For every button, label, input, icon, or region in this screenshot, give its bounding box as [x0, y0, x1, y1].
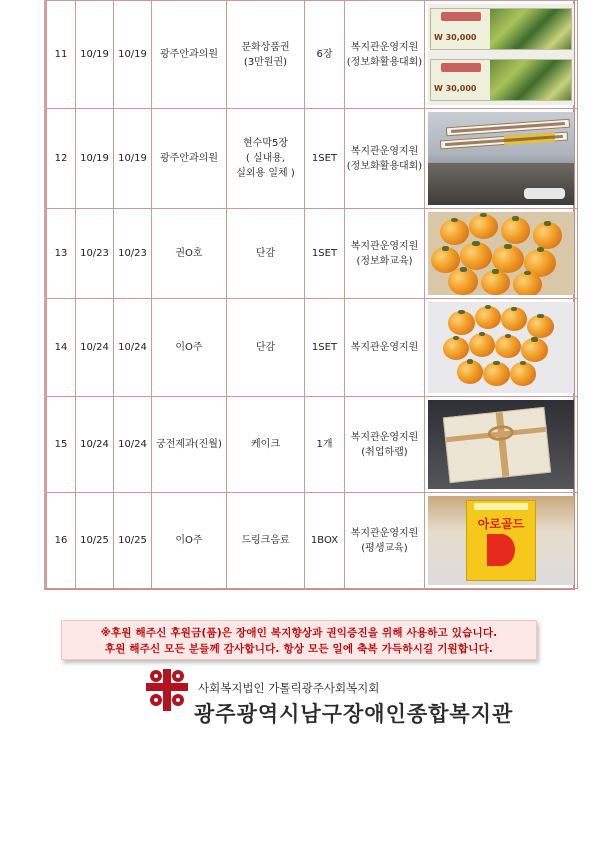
receipt-date: 10/24: [76, 299, 114, 397]
receipt-date: 10/25: [76, 493, 114, 589]
cake-box-image: [428, 400, 574, 489]
donated-item: 드링크음료: [227, 493, 305, 589]
donor-name: 이O주: [152, 299, 227, 397]
organization-name: 광주광역시남구장애인종합복지관: [194, 702, 514, 726]
notice-line-1: ※후원 해주신 후원금(품)은 장애인 복지향상과 권익증진을 위해 사용하고 있습니다.: [100, 627, 498, 639]
usage-purpose: 복지관운영지원 (취업하랩): [345, 397, 425, 493]
usage-purpose: 복지관운영지원 (정보화교육): [345, 209, 425, 299]
row-number: 16: [47, 493, 76, 589]
donated-item: 현수막5장 ( 실내용, 실외용 일체 ): [227, 109, 305, 209]
donor-name: 권O호: [152, 209, 227, 299]
parent-organization-name: 사회복지법인 가톨릭광주사회복지회: [198, 681, 380, 695]
usage-purpose: 복지관운영지원 (정보화활용대회): [345, 1, 425, 109]
gift-certificate-image: W 30,000 W 30,000: [428, 4, 574, 105]
receipt-date: 10/19: [76, 1, 114, 109]
quantity: 1SET: [305, 299, 345, 397]
donated-item: 단감: [227, 209, 305, 299]
row-number: 11: [47, 1, 76, 109]
persimmon-image: [428, 302, 574, 393]
donor-name: 궁전제과(진월): [152, 397, 227, 493]
thank-you-notice: [61, 620, 537, 660]
item-photo: [425, 397, 578, 493]
item-photo: [425, 299, 578, 397]
persimmon-image: [428, 212, 574, 295]
quantity: 1SET: [305, 209, 345, 299]
item-photo: [425, 493, 578, 589]
donated-item: 케이크: [227, 397, 305, 493]
quantity: 1SET: [305, 109, 345, 209]
table-row: [47, 1, 578, 109]
quantity: 6장: [305, 1, 345, 109]
donor-name: 광주안과의원: [152, 109, 227, 209]
quantity: 1개: [305, 397, 345, 493]
use-date: 10/25: [114, 493, 152, 589]
usage-purpose: 복지관운영지원 (정보화활용대회): [345, 109, 425, 209]
use-date: 10/24: [114, 299, 152, 397]
organization-logo-icon: [144, 667, 190, 713]
use-date: 10/19: [114, 1, 152, 109]
donated-item: 단감: [227, 299, 305, 397]
donor-name: 광주안과의원: [152, 1, 227, 109]
table-row: [47, 209, 578, 299]
use-date: 10/19: [114, 109, 152, 209]
receipt-date: 10/19: [76, 109, 114, 209]
table-row: [47, 299, 578, 397]
use-date: 10/23: [114, 209, 152, 299]
quantity: 1BOX: [305, 493, 345, 589]
use-date: 10/24: [114, 397, 152, 493]
drink-box-image: 아로골드: [428, 496, 574, 585]
table-row: [47, 493, 578, 589]
table-row: [47, 109, 578, 209]
usage-purpose: 복지관운영지원 (평생교육): [345, 493, 425, 589]
item-photo: [425, 109, 578, 209]
receipt-date: 10/23: [76, 209, 114, 299]
row-number: 15: [47, 397, 76, 493]
row-number: 12: [47, 109, 76, 209]
usage-purpose: 복지관운영지원: [345, 299, 425, 397]
banner-image: [428, 112, 574, 205]
notice-line-2: 후원 해주신 모든 분들께 감사합니다. 항상 모든 일에 축복 가득하시길 기원합니다.: [104, 643, 494, 655]
item-photo: [425, 209, 578, 299]
donation-table: [44, 0, 575, 590]
receipt-date: 10/24: [76, 397, 114, 493]
donated-item: 문화상품권 (3만원권): [227, 1, 305, 109]
item-photo: [425, 1, 578, 109]
row-number: 14: [47, 299, 76, 397]
donor-name: 이O주: [152, 493, 227, 589]
table-row: [47, 397, 578, 493]
row-number: 13: [47, 209, 76, 299]
